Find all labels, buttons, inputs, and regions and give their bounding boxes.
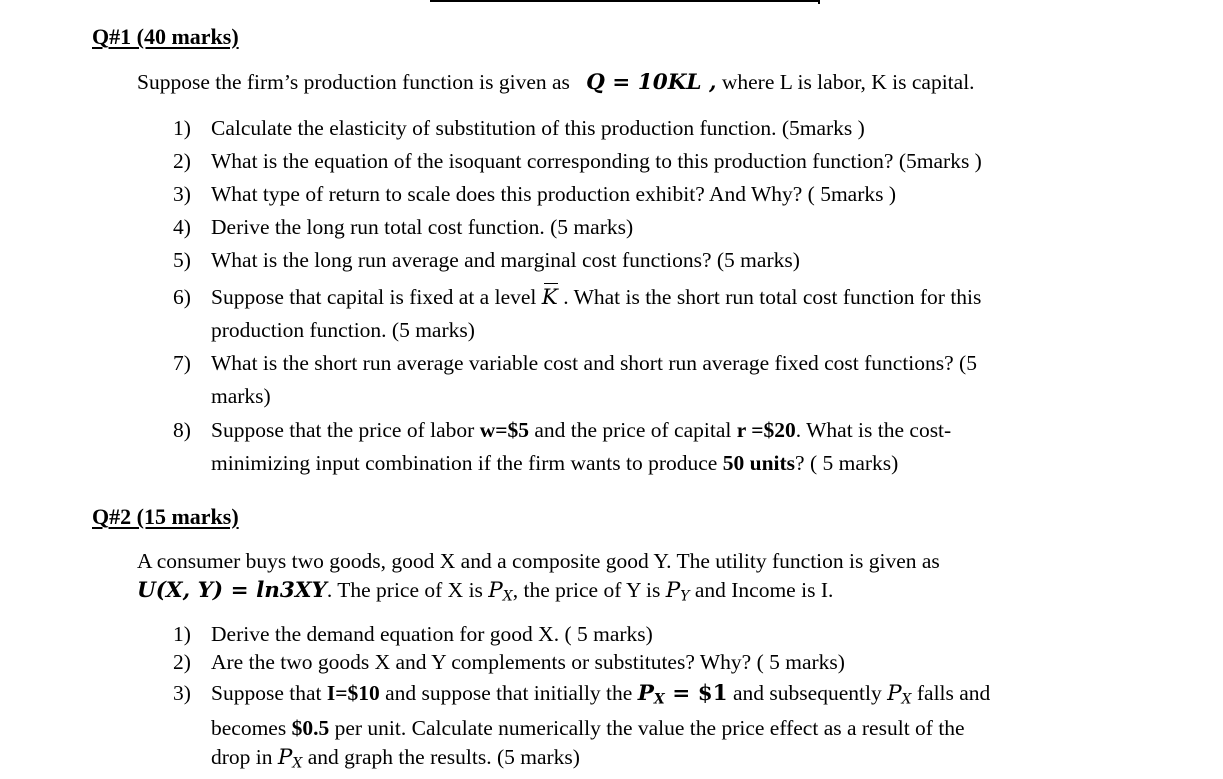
q1-heading: Q#1 (40 marks) xyxy=(92,24,239,49)
item-number: 7) xyxy=(173,351,191,375)
capital-k-bar: K xyxy=(542,281,558,314)
item-text: Derive the demand equation for good X. ( 5 marks) xyxy=(211,622,653,646)
item-text: What type of return to scale does this production exhibit? And Why? ( 5marks ) xyxy=(211,182,897,206)
item-text: and suppose that initially the xyxy=(385,681,633,705)
q2-intro-line1: A consumer buys two goods, good X and a composite good Y. The utility function is given as xyxy=(137,549,940,573)
q1-item-8 xyxy=(173,414,982,480)
q2-question-list xyxy=(173,622,991,772)
price-y-symbol: P xyxy=(665,578,681,603)
price-y xyxy=(666,578,690,603)
price-x-value: = $1 xyxy=(672,681,728,706)
item-text: falls and xyxy=(916,681,991,705)
q2-item-2 xyxy=(173,650,990,679)
q2-heading: Q#2 (15 marks) xyxy=(92,504,239,529)
price-x-symbol: P xyxy=(488,578,503,603)
price-x-subscript: X xyxy=(901,691,912,708)
q2-intro-text: and Income is I. xyxy=(694,578,834,602)
price-x xyxy=(488,578,512,603)
q1-item-2 xyxy=(173,149,982,182)
q1-item-5 xyxy=(173,248,982,281)
top-rule xyxy=(430,0,818,2)
item-text: . What is the short run total cost function for this xyxy=(563,285,982,309)
q1-production-function: Q = 10KL , xyxy=(586,70,717,95)
item-text: and the price of capital xyxy=(534,418,732,442)
q2-item-3 xyxy=(173,679,991,772)
q1-item-7 xyxy=(173,347,982,414)
item-text: becomes xyxy=(211,716,287,741)
q1-question-list xyxy=(173,116,982,480)
item-number: 8) xyxy=(173,418,191,442)
price-x-symbol: P xyxy=(887,681,902,706)
q1-item-3 xyxy=(173,182,982,215)
q1-item-4 xyxy=(173,215,982,248)
utility-function: U(X, Y) = ln3XY xyxy=(137,578,327,603)
item-text: ? ( 5 marks) xyxy=(795,451,899,475)
price-y-subscript: Y xyxy=(680,588,690,605)
new-price-value: $0.5 xyxy=(291,716,330,741)
q2-intro-text: , the price of Y is xyxy=(512,578,661,602)
item-text: minimizing input combination if the firm wants to produce xyxy=(211,451,718,475)
item-number: 3) xyxy=(173,182,191,206)
q1-item-1 xyxy=(173,116,982,149)
price-x xyxy=(278,745,302,770)
output-units: 50 units xyxy=(722,451,796,475)
price-x-subscript: X xyxy=(292,755,303,772)
item-text: drop in xyxy=(211,745,273,770)
item-text: Suppose that xyxy=(211,681,322,705)
item-text: and subsequently xyxy=(733,681,882,705)
item-text: Are the two goods X and Y complements or substitutes? Why? ( 5 marks) xyxy=(211,650,845,674)
price-x-symbol: P xyxy=(637,681,654,706)
price-x-symbol: P xyxy=(277,745,293,771)
item-number: 3) xyxy=(173,681,191,705)
income-value: I=$10 xyxy=(326,681,380,705)
item-number: 2) xyxy=(173,149,191,173)
item-text: Derive the long run total cost function. (5 marks) xyxy=(211,215,634,239)
price-x-subscript: X xyxy=(653,691,665,708)
item-number: 5) xyxy=(173,248,191,272)
top-rule-cap xyxy=(818,0,820,4)
q1-intro xyxy=(137,68,975,97)
item-text: Suppose that capital is fixed at a level xyxy=(211,285,537,309)
item-text: What is the short run average variable cost and short run average fixed cost functions? (5 xyxy=(211,351,977,375)
item-number: 1) xyxy=(173,116,191,140)
item-number: 2) xyxy=(173,650,191,674)
item-text: marks) xyxy=(211,384,271,408)
q2-intro-text: . The price of X is xyxy=(326,578,483,602)
item-number: 1) xyxy=(173,622,191,646)
item-number: 4) xyxy=(173,215,191,239)
initial-price-x xyxy=(638,681,728,706)
item-text: production function. (5 marks) xyxy=(211,318,475,342)
item-text: and graph the results. (5 marks) xyxy=(307,745,580,770)
q2-intro xyxy=(137,547,940,611)
price-x-subscript: X xyxy=(502,588,513,605)
item-number: 6) xyxy=(173,285,191,309)
item-text: Calculate the elasticity of substitution of this production function. (5marks ) xyxy=(211,116,865,140)
item-text: What is the long run average and marginal cost functions? (5 marks) xyxy=(211,248,800,272)
labor-price: w=$5 xyxy=(479,418,529,442)
item-text: Suppose that the price of labor xyxy=(211,418,475,442)
q1-intro-after: where L is labor, K is capital. xyxy=(721,70,975,94)
q1-item-6 xyxy=(173,281,982,347)
item-text: . What is the cost- xyxy=(795,418,952,442)
capital-price: r =$20 xyxy=(736,418,796,442)
q1-intro-before: Suppose the firm’s production function is given as xyxy=(137,70,570,94)
item-text: What is the equation of the isoquant corresponding to this production function? (5marks ) xyxy=(211,149,982,173)
price-x xyxy=(887,681,911,706)
q2-item-1 xyxy=(173,622,990,650)
item-text: per unit. Calculate numerically the value the price effect as a result of the xyxy=(334,716,965,741)
